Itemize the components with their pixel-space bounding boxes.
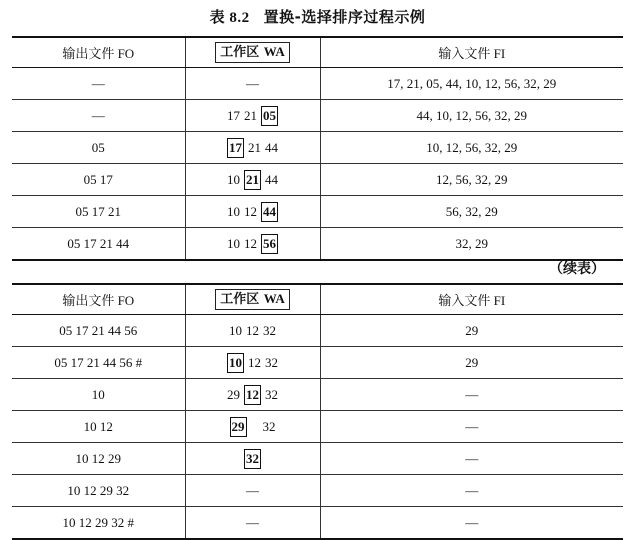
workarea-cell xyxy=(185,164,320,196)
workarea-key: 32 xyxy=(265,386,278,402)
workarea-key: — xyxy=(246,482,259,498)
workarea-key: 29 xyxy=(227,386,240,402)
output-file-cell: 05 17 xyxy=(12,164,185,196)
workarea-key: 44 xyxy=(265,171,278,187)
selected-key-box: 21 xyxy=(244,170,261,190)
table2-body xyxy=(12,315,623,540)
workarea-key: 10 xyxy=(227,235,240,251)
output-file-cell: 05 17 21 44 56 # xyxy=(12,347,185,379)
table-row xyxy=(12,68,623,100)
header-workarea xyxy=(185,284,320,315)
output-file-cell: 10 12 xyxy=(12,411,185,443)
workarea-cell xyxy=(185,68,320,100)
workarea-key: — xyxy=(246,514,259,530)
selected-key-box: 32 xyxy=(244,449,261,469)
continued-label: （续表） xyxy=(549,261,605,277)
table-row xyxy=(12,100,623,132)
output-file-cell: — xyxy=(12,68,185,100)
input-file-cell: — xyxy=(320,379,623,411)
input-file-cell: — xyxy=(320,411,623,443)
workarea-cell xyxy=(185,347,320,379)
input-file-cell: — xyxy=(320,443,623,475)
output-file-cell: 10 12 29 xyxy=(12,443,185,475)
workarea-header-box xyxy=(215,289,290,310)
selected-key-box: 44 xyxy=(261,202,278,222)
workarea-cell xyxy=(185,196,320,228)
output-file-cell: 10 12 29 32 # xyxy=(12,507,185,540)
workarea-key: 12 xyxy=(246,322,259,338)
input-file-cell: — xyxy=(320,507,623,540)
workarea-header-cn: 工作区 xyxy=(220,292,260,307)
table-row xyxy=(12,315,623,347)
workarea-cell xyxy=(185,507,320,540)
input-file-cell: 29 xyxy=(320,315,623,347)
header-output-file: 输出文件 FO xyxy=(12,37,185,68)
workarea-cell xyxy=(185,411,320,443)
workarea-key: 10 xyxy=(227,203,240,219)
input-file-cell: 10, 12, 56, 32, 29 xyxy=(320,132,623,164)
table-row xyxy=(12,411,623,443)
workarea-cell xyxy=(185,379,320,411)
table-row xyxy=(12,443,623,475)
output-file-cell: 05 17 21 44 56 xyxy=(12,315,185,347)
table-row xyxy=(12,164,623,196)
replacement-selection-table-part2 xyxy=(12,283,623,540)
table-row xyxy=(12,228,623,261)
workarea-key: 17 xyxy=(227,107,240,123)
table-row xyxy=(12,475,623,507)
workarea-key: 10 xyxy=(227,171,240,187)
output-file-cell: 10 xyxy=(12,379,185,411)
selected-key-box: 10 xyxy=(227,353,244,373)
table-row xyxy=(12,347,623,379)
input-file-cell: — xyxy=(320,475,623,507)
workarea-key: 12 xyxy=(244,203,257,219)
header-input-file: 输入文件 FI xyxy=(320,37,623,68)
table-row xyxy=(12,507,623,540)
output-file-cell: 05 17 21 44 xyxy=(12,228,185,261)
input-file-cell: 44, 10, 12, 56, 32, 29 xyxy=(320,100,623,132)
workarea-key: 32 xyxy=(265,354,278,370)
output-file-cell: 05 xyxy=(12,132,185,164)
input-file-cell: 32, 29 xyxy=(320,228,623,261)
input-file-cell: 17, 21, 05, 44, 10, 12, 56, 32, 29 xyxy=(320,68,623,100)
header-workarea xyxy=(185,37,320,68)
header-row xyxy=(12,284,623,315)
workarea-header-en: WA xyxy=(263,291,285,306)
table1-body xyxy=(12,68,623,261)
workarea-key: 21 xyxy=(244,107,257,123)
workarea-header-en: WA xyxy=(263,44,285,59)
replacement-selection-table-part1 xyxy=(12,36,623,261)
table-row xyxy=(12,379,623,411)
workarea-key: 44 xyxy=(265,139,278,155)
workarea-key: 10 xyxy=(229,322,242,338)
header-input-file: 输入文件 FI xyxy=(320,284,623,315)
table-caption xyxy=(0,6,635,27)
workarea-key: 32 xyxy=(263,322,276,338)
selected-key-box: 12 xyxy=(244,385,261,405)
output-file-cell: 05 17 21 xyxy=(12,196,185,228)
workarea-cell xyxy=(185,475,320,507)
workarea-cell xyxy=(185,132,320,164)
workarea-key: 32 xyxy=(262,418,276,434)
header-output-file: 输出文件 FO xyxy=(12,284,185,315)
workarea-key: 12 xyxy=(248,354,261,370)
workarea-key: — xyxy=(246,75,259,91)
workarea-cell xyxy=(185,100,320,132)
input-file-cell: 29 xyxy=(320,347,623,379)
selected-key-box: 17 xyxy=(227,138,244,158)
workarea-cell xyxy=(185,443,320,475)
table-row xyxy=(12,196,623,228)
table-title: 置换-选择排序过程示例 xyxy=(263,8,426,26)
workarea-key: 21 xyxy=(248,139,261,155)
input-file-cell: 56, 32, 29 xyxy=(320,196,623,228)
workarea-cell xyxy=(185,228,320,261)
workarea-cell xyxy=(185,315,320,347)
header-row xyxy=(12,37,623,68)
output-file-cell: 10 12 29 32 xyxy=(12,475,185,507)
output-file-cell: — xyxy=(12,100,185,132)
selected-key-box: 05 xyxy=(261,106,278,126)
workarea-key: 12 xyxy=(244,235,257,251)
workarea-header-cn: 工作区 xyxy=(220,45,260,60)
input-file-cell: 12, 56, 32, 29 xyxy=(320,164,623,196)
table-number: 表 8.2 xyxy=(209,10,250,26)
selected-key-box: 29 xyxy=(230,417,247,437)
table-row xyxy=(12,132,623,164)
workarea-header-box xyxy=(215,42,290,63)
selected-key-box: 56 xyxy=(261,234,278,254)
